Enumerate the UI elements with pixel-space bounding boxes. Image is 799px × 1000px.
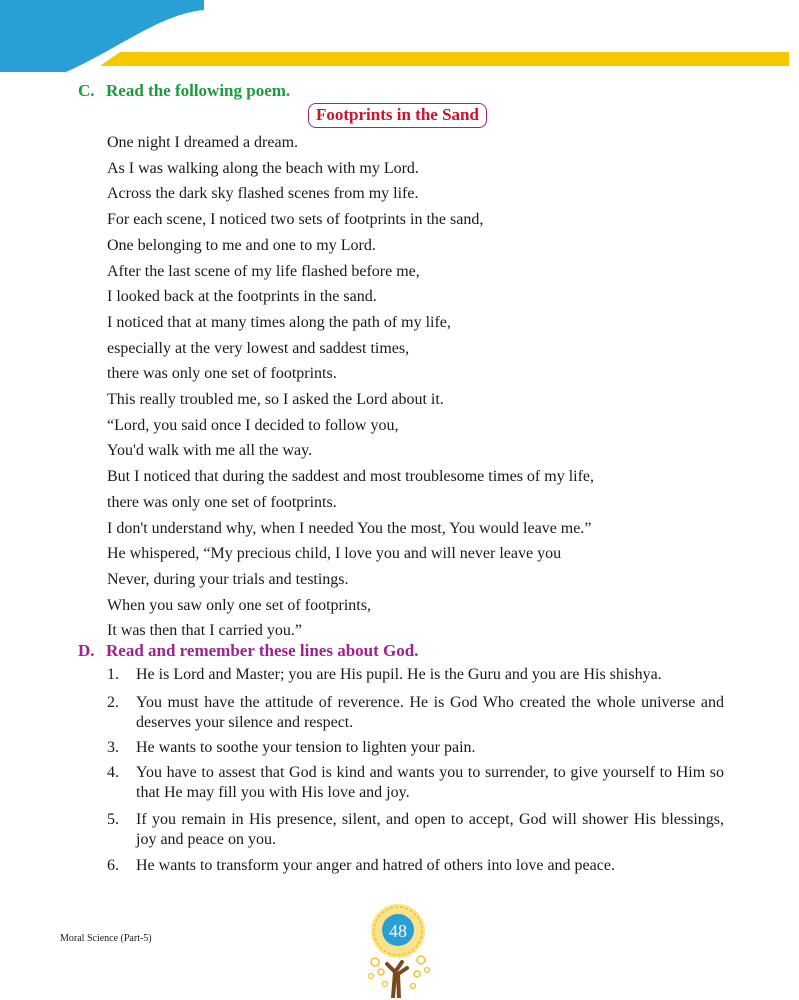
- section-d-heading: [78, 641, 418, 661]
- poem-line: One night I dreamed a dream.: [107, 134, 299, 151]
- poem-line: This really troubled me, so I asked the Lord about it.: [107, 391, 444, 409]
- poem-line: He whispered, “My precious child, I love you and will never leave you: [107, 545, 562, 563]
- item-text: He is Lord and Master; you are His pupil. He is the Guru and you are His shishya.: [136, 666, 662, 683]
- poem-line: As I was walking along the beach with my Lord.: [107, 159, 419, 177]
- item-text: If you remain in His presence, silent, and open to accept, God will shower His blessings, joy and peace on you.: [136, 811, 724, 848]
- header-yellow-stripe: [100, 52, 789, 66]
- poem-line: You'd walk with me all the way.: [107, 442, 313, 460]
- poem-line: One belonging to me and one to my Lord.: [107, 236, 376, 254]
- section-c-letter: C.: [78, 81, 95, 100]
- poem-line: there was only one set of footprints.: [107, 365, 337, 383]
- list-item: [107, 665, 724, 685]
- section-c-heading: [78, 81, 290, 101]
- item-number: 6.: [107, 857, 119, 874]
- list-item: [107, 693, 724, 733]
- item-number: 3.: [107, 739, 119, 756]
- section-d-title: Read and remember these lines about God.: [106, 641, 419, 660]
- poem-line: there was only one set of footprints.: [107, 493, 337, 511]
- item-text: You must have the attitude of reverence. He is God Who created the whole universe and deserves your silence and respect.: [136, 694, 724, 731]
- section-c-title: Read the following poem.: [106, 81, 291, 100]
- poem-line: I noticed that at many times along the path of my life,: [107, 313, 451, 331]
- poem-line: Across the dark sky flashed scenes from my life.: [107, 185, 419, 203]
- poem-line: I looked back at the footprints in the sand.: [107, 288, 377, 306]
- item-number: 1.: [107, 666, 119, 683]
- item-text: He wants to transform your anger and hatred of others into love and peace.: [136, 857, 615, 874]
- item-text: You have to assest that God is kind and wants you to surrender, to give yourself to Him so that He may fill you with His love and joy.: [136, 764, 724, 801]
- poem-line: Never, during your trials and testings.: [107, 570, 349, 588]
- list-item: [107, 856, 724, 876]
- poem-lines: [107, 130, 594, 644]
- section-d-letter: D.: [78, 641, 95, 660]
- poem-title: Footprints in the Sand: [308, 103, 487, 128]
- footer-book-title: Moral Science (Part-5): [60, 933, 152, 944]
- list-item: [107, 738, 724, 758]
- poem-line: It was then that I carried you.”: [107, 622, 303, 640]
- poem-line: I don't understand why, when I needed You the most, You would leave me.”: [107, 519, 592, 537]
- item-text: He wants to soothe your tension to lighten your pain.: [136, 739, 476, 756]
- item-number: 5.: [107, 811, 119, 828]
- page-number: 48: [389, 921, 407, 941]
- list-item: [107, 810, 724, 850]
- poem-line: For each scene, I noticed two sets of footprints in the sand,: [107, 211, 484, 229]
- poem-line: But I noticed that during the saddest and most troublesome times of my life,: [107, 468, 595, 486]
- poem-line: “Lord, you said once I decided to follow you,: [107, 416, 399, 434]
- poem-line: especially at the very lowest and saddest times,: [107, 339, 410, 357]
- header-decoration: [0, 0, 799, 80]
- item-number: 4.: [107, 764, 119, 781]
- poem-line: When you saw only one set of footprints,: [107, 596, 371, 614]
- god-lines-list: [107, 665, 724, 876]
- list-item: [107, 763, 724, 803]
- item-number: 2.: [107, 694, 119, 711]
- poem-line: After the last scene of my life flashed before me,: [107, 262, 420, 280]
